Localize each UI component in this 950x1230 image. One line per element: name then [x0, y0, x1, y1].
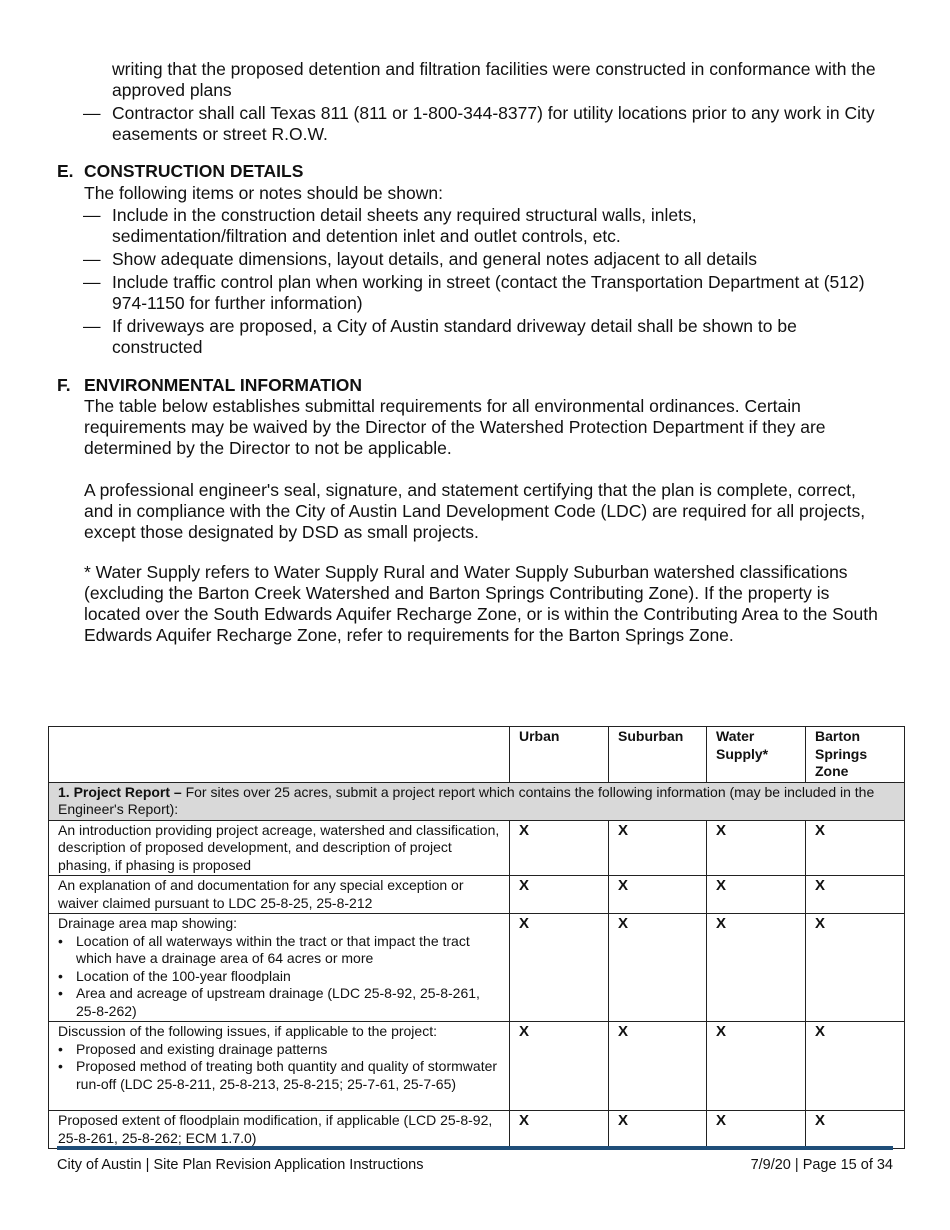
mark-cell: X [609, 876, 707, 914]
section-e-title: CONSTRUCTION DETAILS [84, 161, 304, 181]
mark-cell: X [707, 1111, 806, 1149]
section-label-bold: 1. Project Report – [58, 783, 182, 800]
dash-bullet-icon: — [83, 249, 101, 269]
section-e-item: If driveways are proposed, a City of Austin standard driveway detail shall be shown to be constructed [112, 316, 797, 357]
section-f-title: ENVIRONMENTAL INFORMATION [84, 375, 363, 395]
mark-cell: X [609, 1022, 707, 1111]
mark-cell: X [510, 914, 609, 1022]
table-header-cell: Barton Springs Zone [806, 727, 905, 783]
dash-bullet-icon: — [83, 272, 101, 292]
requirement-bullet: • Location of the 100-year floodplain [74, 968, 500, 986]
section-f-paragraph: The table below establishes submittal requirements for all environmental ordinances. Certain requirements may be waived by the Director of the Watershed Protection Department if they are determined by the Director to not be applicable. [84, 396, 826, 458]
mark-cell: X [510, 820, 609, 876]
requirement-bullet: • Proposed and existing drainage patterns [74, 1041, 500, 1059]
section-e-item: Show adequate dimensions, layout details, and general notes adjacent to all details [112, 249, 758, 269]
table-row [49, 1022, 905, 1111]
requirement-bullets [58, 933, 500, 1021]
footer-page-number: 7/9/20 | Page 15 of 34 [750, 1157, 893, 1173]
texas-811-note: Contractor shall call Texas 811 (811 or 1-800-344-8377) for utility locations prior to any work in City easements or street R.O.W. [112, 103, 875, 144]
table-header-row [49, 727, 905, 783]
mark-cell: X [510, 1022, 609, 1111]
section-f-paragraph: A professional engineer's seal, signature, and statement certifying that the plan is complete, correct, and in compliance with the City of Austin Land Development Code (LDC) are required for all projects, except those designated by DSD as small projects. [84, 480, 866, 542]
mark-cell: X [707, 914, 806, 1022]
mark-cell: X [806, 1111, 905, 1149]
table-header-cell [49, 727, 510, 783]
mark-cell: X [806, 876, 905, 914]
mark-cell: X [806, 820, 905, 876]
footer-document-title: City of Austin | Site Plan Revision Application Instructions [57, 1157, 424, 1173]
dash-bullet-icon: — [83, 316, 101, 336]
mark-cell: X [609, 820, 707, 876]
dash-bullet-icon: — [83, 205, 101, 225]
mark-cell: X [510, 1111, 609, 1149]
mark-cell: X [806, 914, 905, 1022]
table-section-row [49, 782, 905, 820]
section-f-letter: F. [57, 375, 71, 395]
requirement-bullet: • Proposed method of treating both quantity and quality of stormwater run-off (LDC 25-8-211, 25-8-213, 25-8-215; 25-7-61, 25-7-65) [74, 1058, 500, 1093]
intro-continuation-text: writing that the proposed detention and filtration facilities were constructed in conformance with the approved plans [112, 59, 876, 100]
mark-cell: X [707, 876, 806, 914]
section-e-letter: E. [57, 161, 74, 181]
mark-cell: X [707, 820, 806, 876]
mark-cell: X [609, 914, 707, 1022]
table-row [49, 820, 905, 876]
requirement-text: An introduction providing project acreage, watershed and classification, description of proposed development, and description of project phasing, if phasing is proposed [58, 821, 500, 873]
requirement-text: Drainage area map showing: [58, 915, 237, 931]
section-label-rest: For sites over 25 acres, submit a project report which contains the following information (may be included in the Engineer's Report): [58, 783, 875, 817]
requirement-text: An explanation of and documentation for any special exception or waiver claimed pursuant to LDC 25-8-25, 25-8-212 [58, 877, 464, 911]
table-row [49, 1111, 905, 1149]
environmental-requirements-table [48, 726, 905, 1149]
requirement-text: Proposed extent of floodplain modification, if applicable (LCD 25-8-92, 25-8-261, 25-8-262; ECM 1.7.0) [58, 1112, 493, 1146]
requirement-bullet: • Area and acreage of upstream drainage (LDC 25-8-92, 25-8-261, 25-8-262) [74, 985, 500, 1020]
requirement-text: Discussion of the following issues, if applicable to the project: [58, 1023, 437, 1039]
mark-cell: X [707, 1022, 806, 1111]
mark-cell: X [806, 1022, 905, 1111]
requirement-cell [49, 1111, 510, 1149]
table-header-cell: Water Supply* [707, 727, 806, 783]
requirement-cell [49, 1022, 510, 1111]
table-row [49, 876, 905, 914]
table-header-cell: Suburban [609, 727, 707, 783]
requirement-cell [49, 820, 510, 876]
requirement-bullets [58, 1041, 500, 1094]
section-e-item: Include traffic control plan when working in street (contact the Transportation Department at (512) 974-1150 for further information) [112, 272, 865, 313]
section-e-lead: The following items or notes should be shown: [84, 183, 443, 203]
requirement-cell [49, 914, 510, 1022]
section-e-item: Include in the construction detail sheets any required structural walls, inlets, sedimentation/filtration and detention inlet and outlet controls, etc. [112, 205, 697, 246]
mark-cell: X [510, 876, 609, 914]
project-report-section-label [49, 782, 905, 820]
water-supply-footnote: * Water Supply refers to Water Supply Rural and Water Supply Suburban watershed classifications (excluding the Barton Creek Watershed and Barton Springs Contributing Zone). If the property is located over the South Edwards Aquifer Recharge Zone, or is within the Contributing Area to the South Edwards Aquifer Recharge Zone, refer to requirements for the Barton Springs Zone. [84, 562, 878, 645]
requirement-cell [49, 876, 510, 914]
footer-rule [57, 1146, 893, 1150]
table-header-cell: Urban [510, 727, 609, 783]
requirement-bullet: • Location of all waterways within the tract or that impact the tract which have a drainage area of 64 acres or more [74, 933, 500, 968]
mark-cell: X [609, 1111, 707, 1149]
dash-bullet-icon: — [83, 103, 101, 123]
table-row [49, 914, 905, 1022]
